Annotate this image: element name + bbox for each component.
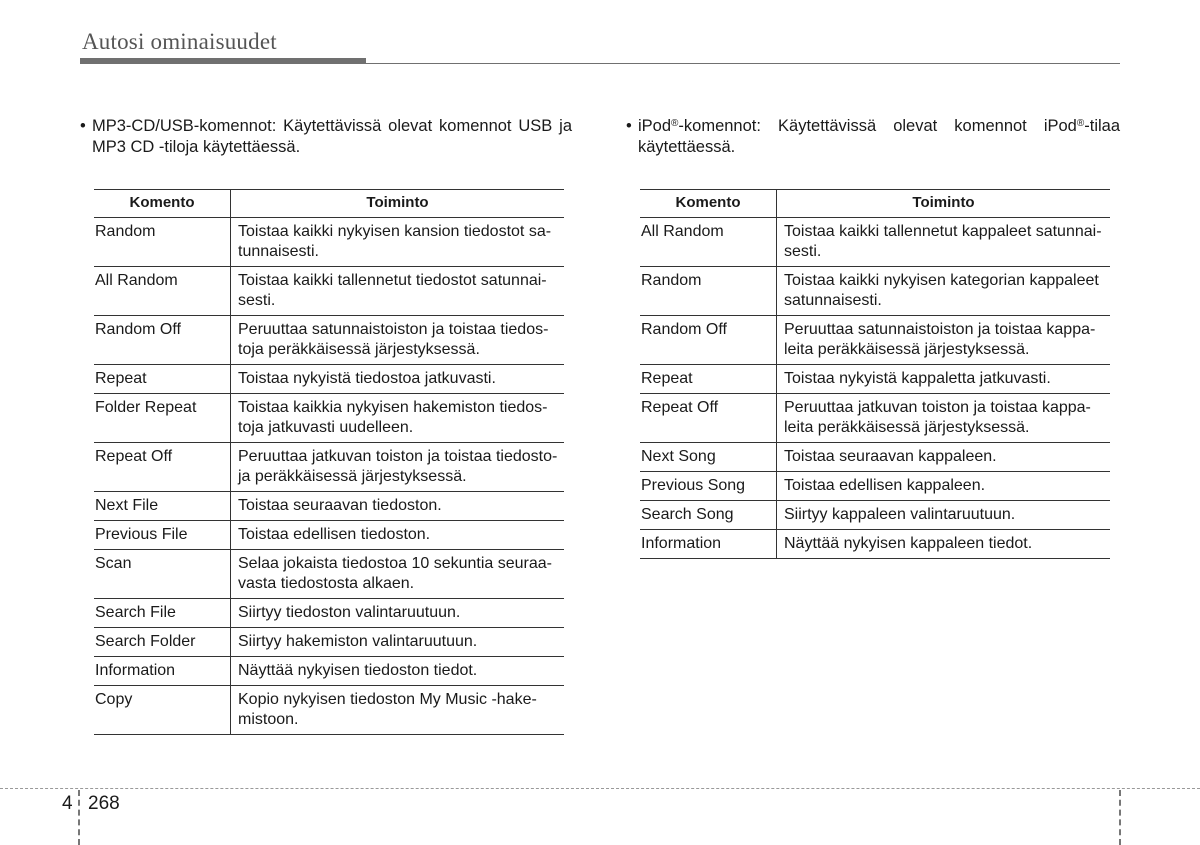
command-cell: Search File	[94, 599, 231, 628]
right-column	[626, 116, 1120, 559]
footer-gutter-line	[1119, 790, 1121, 845]
function-cell: Näyttää nykyisen kappaleen tiedot.	[777, 530, 1111, 559]
command-cell: Random Off	[94, 316, 231, 365]
table-row	[640, 267, 1110, 316]
left-intro-text: MP3-CD/USB-komennot: Käytettävissä olevat komennot USB ja MP3 CD -tiloja käytettäessä.	[92, 117, 572, 156]
command-cell: Folder Repeat	[94, 394, 231, 443]
table-row	[94, 599, 564, 628]
table-row	[640, 316, 1110, 365]
page-header-title: Autosi ominaisuudet	[82, 29, 277, 54]
header-rule	[366, 63, 1120, 64]
function-cell: Peruuttaa jatkuvan toiston ja toistaa tiedosto- ja peräkkäisessä järjestyksessä.	[231, 443, 565, 492]
function-cell: Peruuttaa satunnaistoiston ja toistaa kappa- leita peräkkäisessä järjestyksessä.	[777, 316, 1111, 365]
function-cell: Toistaa edellisen kappaleen.	[777, 472, 1111, 501]
function-cell: Siirtyy hakemiston valintaruutuun.	[231, 628, 565, 657]
table-row	[640, 472, 1110, 501]
command-cell: Information	[640, 530, 777, 559]
function-cell: Siirtyy tiedoston valintaruutuun.	[231, 599, 565, 628]
table-row	[94, 628, 564, 657]
command-cell: Previous File	[94, 521, 231, 550]
column-header-command: Komento	[94, 190, 231, 218]
command-cell: Repeat	[94, 365, 231, 394]
table-row	[94, 657, 564, 686]
left-intro	[80, 116, 572, 158]
function-cell: Peruuttaa jatkuvan toiston ja toistaa kappa- leita peräkkäisessä järjestyksessä.	[777, 394, 1111, 443]
function-cell: Selaa jokaista tiedostoa 10 sekuntia seuraa- vasta tiedostosta alkaen.	[231, 550, 565, 599]
function-cell: Toistaa kaikki nykyisen kansion tiedostot sa- tunnaisesti.	[231, 218, 565, 267]
column-header-function: Toiminto	[777, 190, 1111, 218]
table-row	[640, 443, 1110, 472]
command-cell: Next Song	[640, 443, 777, 472]
table-row	[640, 218, 1110, 267]
table-row	[94, 365, 564, 394]
table-row	[94, 218, 564, 267]
function-cell: Toistaa kaikki tallennetut tiedostot satunnai- sesti.	[231, 267, 565, 316]
command-cell: Repeat Off	[94, 443, 231, 492]
function-cell: Toistaa seuraavan kappaleen.	[777, 443, 1111, 472]
mp3-usb-commands-table	[94, 189, 564, 735]
left-column	[80, 116, 572, 735]
table-row	[94, 521, 564, 550]
function-cell: Toistaa kaikki nykyisen kategorian kappaleet satunnaisesti.	[777, 267, 1111, 316]
table-header-row	[640, 190, 1110, 218]
function-cell: Toistaa seuraavan tiedoston.	[231, 492, 565, 521]
command-cell: Copy	[94, 686, 231, 735]
function-cell: Toistaa kaikkia nykyisen hakemiston tiedos- toja jatkuvasti uudelleen.	[231, 394, 565, 443]
footer-dashed-rule	[0, 788, 1200, 789]
function-cell: Toistaa nykyistä tiedostoa jatkuvasti.	[231, 365, 565, 394]
table-row	[94, 394, 564, 443]
page-number: 268	[88, 793, 120, 814]
function-cell: Peruuttaa satunnaistoiston ja toistaa tiedos- toja peräkkäisessä järjestyksessä.	[231, 316, 565, 365]
right-intro-text-2: -komennot: Käytettävissä olevat komennot iPod	[678, 117, 1077, 135]
chapter-number: 4	[62, 793, 73, 814]
table-row	[640, 501, 1110, 530]
command-cell: Search Folder	[94, 628, 231, 657]
command-cell: Random Off	[640, 316, 777, 365]
function-cell: Kopio nykyisen tiedoston My Music -hake- mistoon.	[231, 686, 565, 735]
registered-mark: ®	[671, 118, 679, 129]
ipod-commands-body	[640, 218, 1110, 559]
mp3-usb-commands-body	[94, 218, 564, 735]
table-row	[94, 550, 564, 599]
command-cell: Previous Song	[640, 472, 777, 501]
table-row	[640, 394, 1110, 443]
header-bar	[80, 58, 366, 64]
column-header-function: Toiminto	[231, 190, 565, 218]
table-row	[94, 492, 564, 521]
right-intro-text-1: iPod	[638, 117, 672, 135]
command-cell: Repeat	[640, 365, 777, 394]
left-intro-bullet: •	[80, 117, 86, 135]
command-cell: Scan	[94, 550, 231, 599]
function-cell: Toistaa edellisen tiedoston.	[231, 521, 565, 550]
command-cell: All Random	[94, 267, 231, 316]
command-cell: Search Song	[640, 501, 777, 530]
table-row	[94, 686, 564, 735]
table-row	[640, 365, 1110, 394]
function-cell: Näyttää nykyisen tiedoston tiedot.	[231, 657, 565, 686]
function-cell: Toistaa nykyistä kappaletta jatkuvasti.	[777, 365, 1111, 394]
table-row	[94, 316, 564, 365]
command-cell: Random	[640, 267, 777, 316]
footer-gutter-line	[78, 790, 80, 845]
command-cell: All Random	[640, 218, 777, 267]
right-intro	[626, 116, 1120, 158]
ipod-commands-table	[640, 189, 1110, 559]
command-cell: Random	[94, 218, 231, 267]
command-cell: Next File	[94, 492, 231, 521]
table-row	[94, 267, 564, 316]
registered-mark: ®	[1076, 118, 1085, 129]
right-intro-text-3: -tilaa käytettäessä.	[638, 117, 1120, 156]
command-cell: Information	[94, 657, 231, 686]
table-row	[94, 443, 564, 492]
command-cell: Repeat Off	[640, 394, 777, 443]
column-header-command: Komento	[640, 190, 777, 218]
table-header-row	[94, 190, 564, 218]
table-row	[640, 530, 1110, 559]
function-cell: Siirtyy kappaleen valintaruutuun.	[777, 501, 1111, 530]
right-intro-bullet: •	[626, 117, 632, 135]
function-cell: Toistaa kaikki tallennetut kappaleet satunnai- sesti.	[777, 218, 1111, 267]
